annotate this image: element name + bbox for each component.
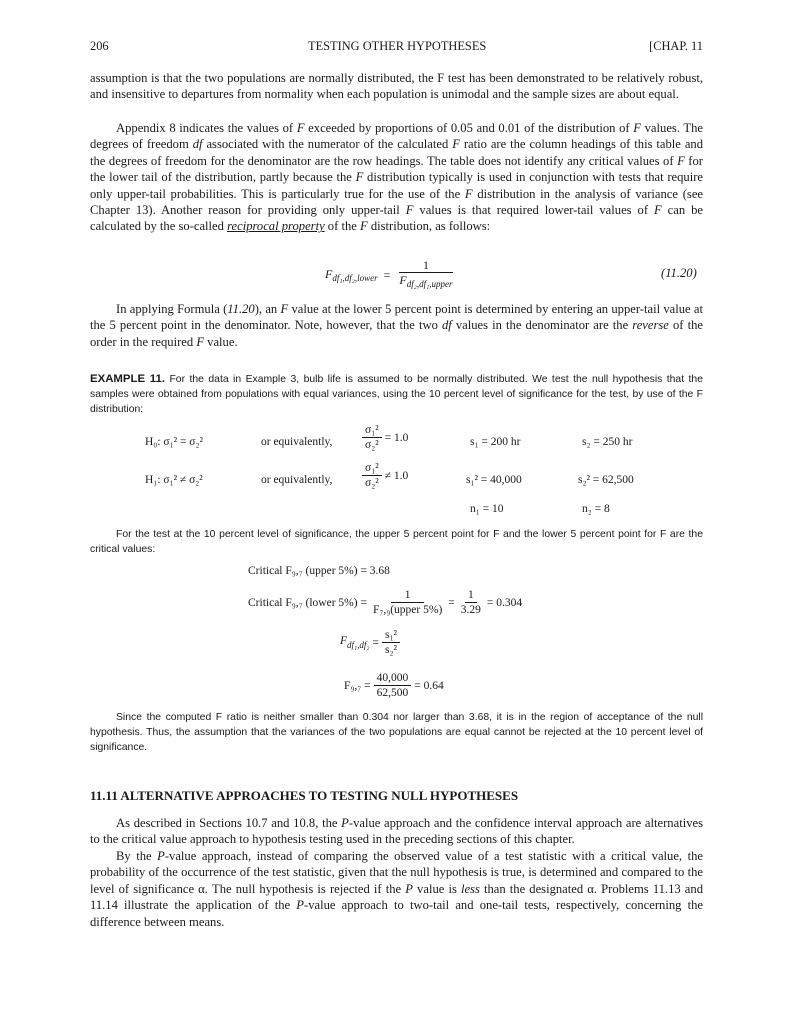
- f-ratio-subscript: df₁,df₂: [347, 639, 370, 650]
- critical-lower-lhs: Critical F₉,₇ (lower 5%) =: [248, 596, 367, 609]
- italic-F: F: [464, 186, 473, 201]
- text-run: than the designated α. Problems 11.13 and 11.14 illustrate the application of the: [90, 881, 703, 913]
- italic-F: F: [355, 170, 364, 185]
- text-run: Appendix 8 indicates the values of: [116, 121, 297, 135]
- h1-hypothesis: H₁: σ₁² ≠ σ₂²: [145, 474, 203, 486]
- italic-F: F: [296, 121, 305, 135]
- ratio-not-equal-one: ≠ 1.0: [384, 469, 409, 482]
- f-ratio-numerator: s₁²: [382, 628, 400, 643]
- s2-squared-value: s₂² = 62,500: [578, 474, 634, 486]
- f-ratio-equals: =: [372, 636, 380, 649]
- section-heading: 11.11 ALTERNATIVE APPROACHES TO TESTING NULL HYPOTHESES: [90, 788, 519, 803]
- text-run: distribution in the analysis of variance (see Chapter 13). Another reason for providing only upper-tail: [90, 186, 703, 218]
- critical-lower-numerator-2: 1: [465, 588, 477, 603]
- f-ratio-definition: [340, 628, 400, 657]
- ratio-denominator: σ₂²: [365, 477, 379, 489]
- page-header: [90, 39, 703, 55]
- f-computed-lhs: F₉,₇ =: [344, 679, 371, 692]
- italic-F: F: [677, 153, 685, 168]
- text-run: value.: [204, 334, 238, 349]
- example-intro-text: For the data in Example 3, bulb life is assumed to be normally distributed. We test the null hypothesis that the samples were obtained from populations with equal variances, using the 10 percent level of significance for the test, by use of the F distribution:: [90, 374, 703, 416]
- formula-numerator: 1: [399, 258, 453, 273]
- critical-lower-denominator-2: 3.29: [460, 604, 481, 616]
- paragraph-2: [90, 120, 703, 235]
- italic-F: F: [196, 334, 205, 349]
- ratio-numerator: σ₁²: [362, 423, 382, 438]
- critical-values-intro: For the test at the 10 percent level of significance, the upper 5 percent point for F and the lower 5 percent point for F are the critical values:: [90, 529, 703, 556]
- text-run: values is that required lower-tail values of: [413, 203, 654, 218]
- section-paragraph-2: [90, 848, 703, 930]
- critical-lower-result: = 0.304: [486, 596, 523, 609]
- f-computed-numerator: 40,000: [374, 671, 412, 686]
- critical-lower-denominator-1: F₇,₉(upper 5%): [372, 604, 443, 616]
- h1-ratio: [362, 461, 408, 490]
- f-ratio-lhs: F: [340, 635, 348, 648]
- h1-equivalently: or equivalently,: [261, 474, 333, 486]
- italic-df: df: [192, 137, 203, 152]
- text-run: distribution typically is used in conjunction with tests that require only upper-tail probabilities. This is particularly true for the use of the: [90, 170, 704, 201]
- text-run: As described in Sections 10.7 and 10.8, the: [116, 816, 342, 830]
- text-run: -value approach to two-tail and one-tail tests, respectively, concerning the difference between means.: [90, 898, 703, 929]
- italic-reverse: reverse: [632, 318, 669, 333]
- italic-less: less: [460, 881, 480, 896]
- text-run: value at the lower 5 percent point is determined by entering an upper-tail value at the 5 percent point in the denominator. Note, however, that the two: [90, 302, 703, 333]
- text-run: -value approach, instead of comparing the observed value of a test statistic with a critical value, the probability of the occurrence of the test statistic, given that the null hypothesis is true, is determined and compared to the level of significance α. The null hypothesis is rejected if the: [90, 849, 703, 896]
- ratio-equals-one: = 1.0: [384, 431, 409, 444]
- text-run: associated with the numerator of the calculated: [202, 137, 453, 152]
- f-computed-result: = 0.64: [414, 679, 444, 692]
- example-intro: [90, 372, 703, 418]
- s1-squared-value: s₁² = 40,000: [466, 474, 522, 486]
- text-run: -value approach and the confidence interval approach are alternatives to the critical value approach to hypothesis testing used in the preceding sections of this chapter.: [90, 816, 703, 847]
- text-run: In applying Formula (: [116, 302, 228, 316]
- italic-P: P: [405, 881, 413, 896]
- italic-P: P: [157, 849, 165, 863]
- f-ratio-denominator: s₂²: [385, 644, 397, 656]
- text-run: can be calculated by the so-called: [90, 203, 703, 234]
- text-run: of the order in the required: [90, 318, 703, 349]
- critical-upper: Critical F₉,₇ (upper 5%) = 3.68: [248, 565, 390, 577]
- f-computed: [344, 671, 444, 700]
- reciprocal-property-term: reciprocal property: [227, 219, 325, 234]
- text-run: distribution, as follows:: [367, 219, 491, 234]
- ratio-denominator: σ₂²: [365, 439, 379, 451]
- chapter-label: [CHAP. 11: [649, 39, 703, 53]
- formula-reference: 11.20: [227, 302, 255, 316]
- formula-11-20: $F_{df_1,df_2,lower}$ = $\frac{1}{F_{df_2,df_1,upper}}$: [325, 258, 456, 292]
- h0-hypothesis: H₀: σ₁² = σ₂²: [145, 436, 203, 448]
- text-run: of the: [324, 219, 360, 234]
- n1-value: n₁ = 10: [470, 503, 504, 515]
- h0-equivalently: or equivalently,: [261, 436, 333, 448]
- text-run: ratio are the column headings of this table and the degrees of freedom for the denominator are the row headings. The table does not identify any critical values of: [90, 137, 704, 168]
- italic-df: df: [441, 318, 452, 333]
- formula-lhs-subscript: df₁,df₂,lower: [332, 273, 378, 284]
- formula-fraction: [396, 258, 455, 292]
- example-conclusion: Since the computed F ratio is neither smaller than 0.304 nor larger than 3.68, it is in the region of acceptance of the null hypothesis. Thus, the assumption that the variances of the two populations are equal cannot be rejected at the 10 percent level of significance.: [90, 712, 703, 754]
- formula-denominator: F: [399, 272, 407, 287]
- text-run: ), an: [254, 302, 281, 316]
- formula-denominator-subscript: df₂,df₁,upper: [406, 279, 453, 290]
- italic-F: F: [405, 203, 414, 218]
- f-computed-denominator: 62,500: [376, 687, 409, 699]
- critical-lower-equals: =: [448, 596, 455, 609]
- italic-F: F: [280, 302, 289, 316]
- s1-value: s₁ = 200 hr: [470, 436, 521, 448]
- critical-lower: [248, 588, 522, 617]
- paragraph-1: assumption is that the two populations are normally distributed, the F test has been demonstrated to be relatively robust, and insensitive to departures from normality when each population is unimodal and the sample sizes are about equal.: [90, 71, 703, 102]
- critical-lower-numerator-1: 1: [391, 588, 425, 603]
- italic-F: F: [452, 137, 460, 152]
- s2-value: s₂ = 250 hr: [582, 436, 633, 448]
- italic-F: F: [359, 219, 368, 234]
- formula-lhs: F: [325, 266, 333, 281]
- text-run: for the lower tail of the distribution, partly because the: [90, 153, 703, 185]
- n2-value: n₂ = 8: [582, 503, 610, 515]
- ratio-numerator: σ₁²: [362, 461, 382, 476]
- italic-P: P: [341, 816, 349, 830]
- section-paragraph-1: [90, 815, 703, 848]
- text-run: value is: [412, 881, 461, 896]
- text-run: values in the denominator are the: [451, 318, 633, 333]
- paragraph-3: [90, 301, 703, 350]
- running-title: TESTING OTHER HYPOTHESES: [308, 39, 487, 53]
- h0-ratio: [362, 423, 408, 452]
- example-label: EXAMPLE 11.: [90, 373, 165, 385]
- text-run: exceeded by proportions of 0.05 and 0.01 of the distribution of: [304, 121, 634, 135]
- italic-F: F: [633, 121, 641, 135]
- italic-F: F: [653, 203, 662, 218]
- text-run: values. The degrees of freedom: [90, 121, 703, 152]
- page-number: 206: [90, 39, 109, 53]
- formula-label: (11.20): [661, 266, 697, 280]
- text-run: By the: [116, 849, 158, 863]
- italic-P: P: [296, 898, 304, 913]
